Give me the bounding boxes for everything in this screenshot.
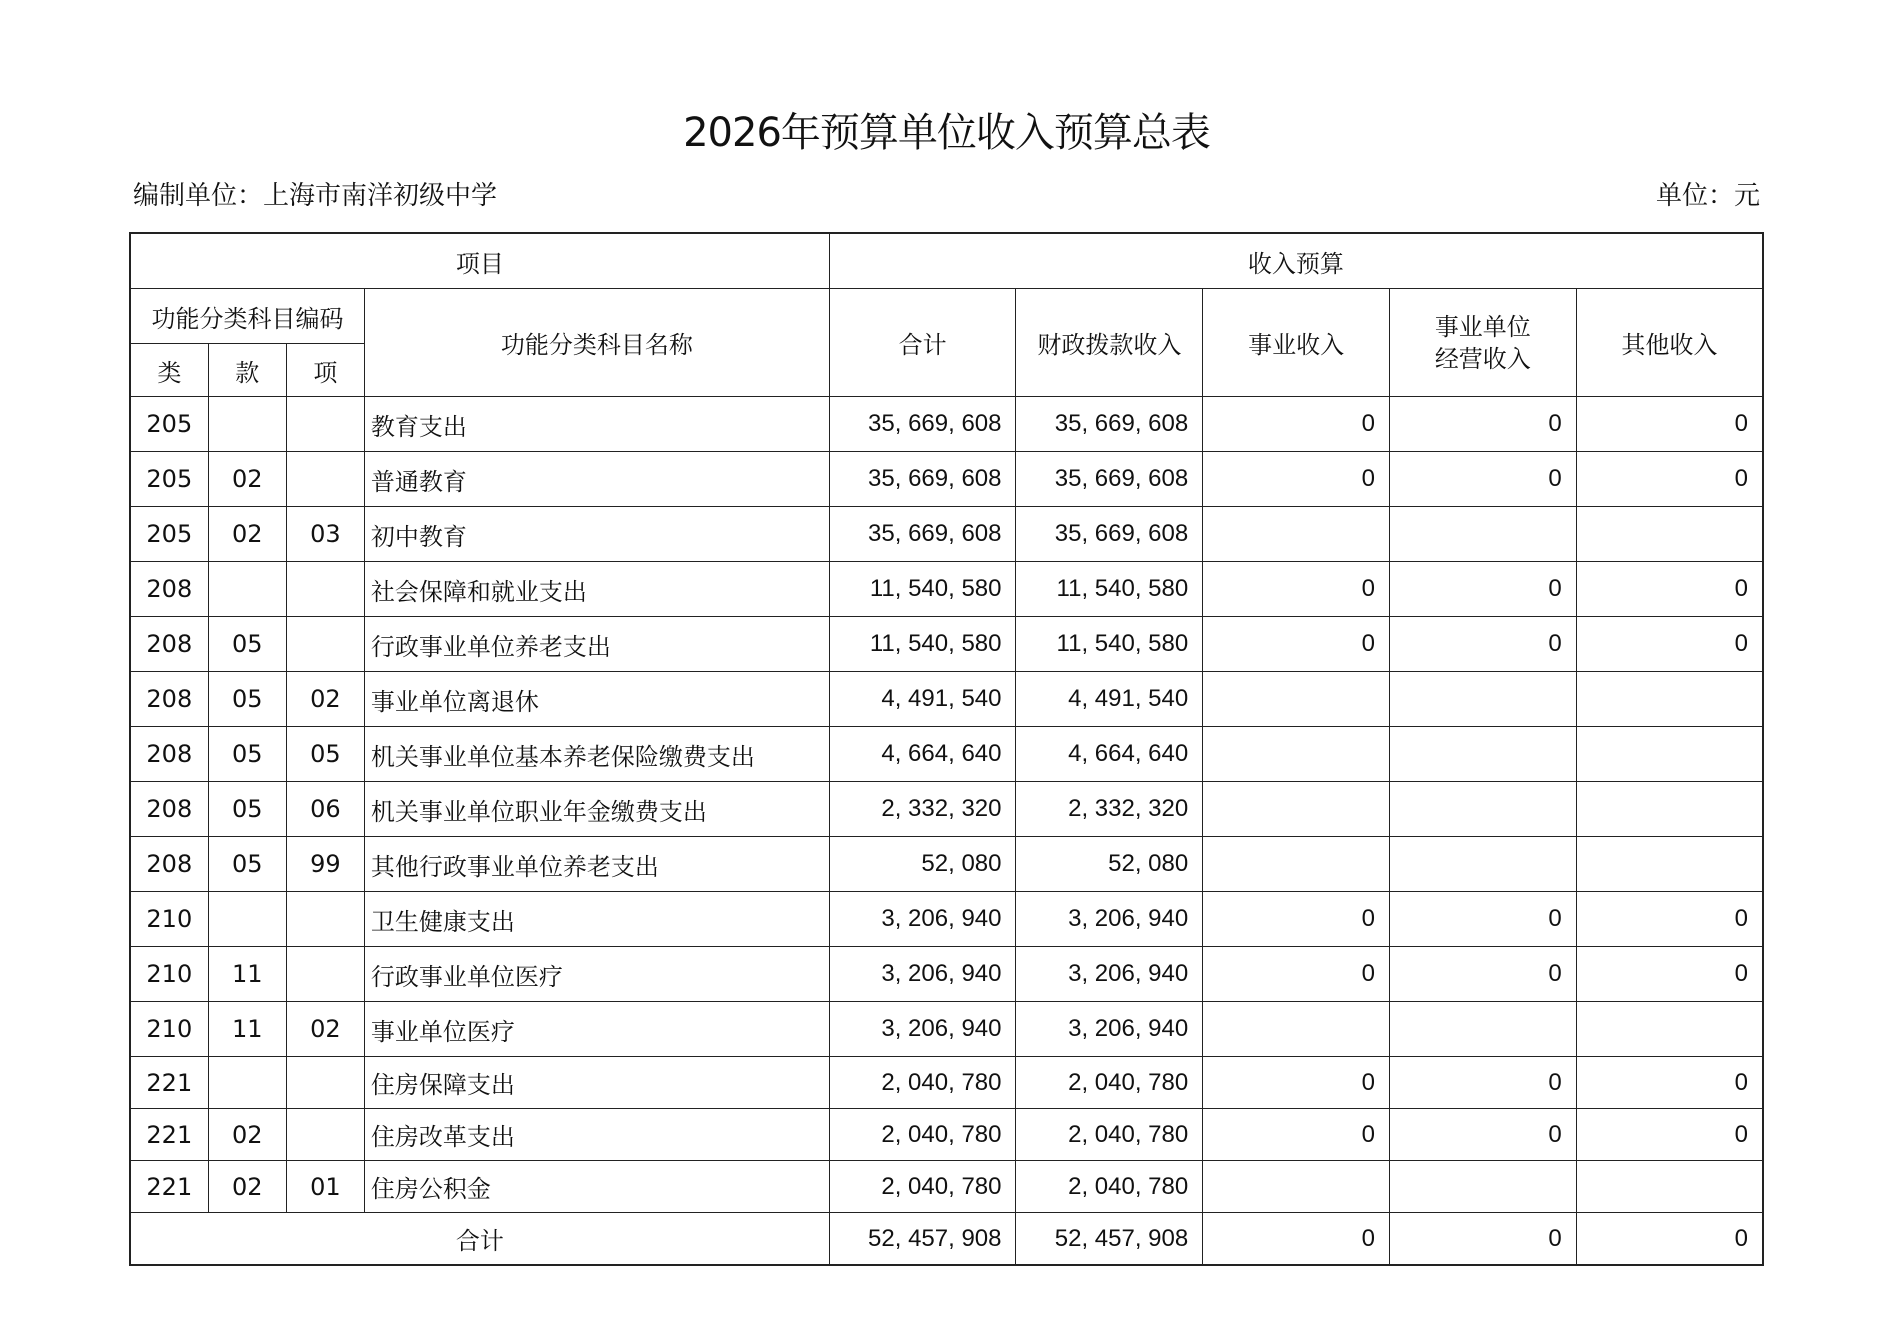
- cell-fiscal: 11, 540, 580: [1016, 562, 1203, 617]
- header-other: 其他收入: [1576, 289, 1763, 397]
- cell-kuan: 02: [208, 507, 286, 562]
- cell-name: 行政事业单位养老支出: [364, 617, 829, 672]
- cell-xiang: [286, 617, 364, 672]
- cell-business: [1203, 727, 1390, 782]
- cell-lei: 208: [130, 782, 208, 837]
- cell-other: [1576, 507, 1763, 562]
- cell-total: 11, 540, 580: [829, 617, 1016, 672]
- cell-fiscal: 2, 040, 780: [1016, 1057, 1203, 1109]
- table-row: [130, 1109, 1763, 1161]
- header-lei: 类: [130, 344, 208, 397]
- header-income-budget: 收入预算: [829, 233, 1763, 289]
- cell-name: 普通教育: [364, 452, 829, 507]
- header-operating: [1389, 289, 1576, 397]
- cell-business: 0: [1203, 452, 1390, 507]
- cell-business: 0: [1203, 1057, 1390, 1109]
- table-body: [130, 397, 1763, 1213]
- cell-name: 住房公积金: [364, 1161, 829, 1213]
- cell-fiscal: 2, 040, 780: [1016, 1109, 1203, 1161]
- cell-business: 0: [1203, 617, 1390, 672]
- cell-name: 事业单位医疗: [364, 1002, 829, 1057]
- header-total: 合计: [829, 289, 1016, 397]
- table-row: [130, 452, 1763, 507]
- cell-fiscal: 2, 332, 320: [1016, 782, 1203, 837]
- cell-lei: 210: [130, 1002, 208, 1057]
- cell-xiang: [286, 562, 364, 617]
- cell-fiscal: 35, 669, 608: [1016, 507, 1203, 562]
- header-item: 项目: [130, 233, 829, 289]
- cell-total: 4, 664, 640: [829, 727, 1016, 782]
- table-row: [130, 1057, 1763, 1109]
- table-row: [130, 507, 1763, 562]
- cell-kuan: [208, 397, 286, 452]
- cell-fiscal: 3, 206, 940: [1016, 947, 1203, 1002]
- cell-lei: 205: [130, 397, 208, 452]
- cell-xiang: [286, 947, 364, 1002]
- cell-other: [1576, 727, 1763, 782]
- cell-other: [1576, 1161, 1763, 1213]
- cell-kuan: 05: [208, 782, 286, 837]
- cell-kuan: 02: [208, 1161, 286, 1213]
- cell-fiscal: 35, 669, 608: [1016, 397, 1203, 452]
- header-fiscal: 财政拨款收入: [1016, 289, 1203, 397]
- totals-total: 52, 457, 908: [829, 1213, 1016, 1266]
- cell-business: 0: [1203, 947, 1390, 1002]
- totals-operating: 0: [1389, 1213, 1576, 1266]
- cell-lei: 208: [130, 617, 208, 672]
- cell-business: [1203, 672, 1390, 727]
- cell-total: 2, 040, 780: [829, 1109, 1016, 1161]
- table-row: [130, 947, 1763, 1002]
- cell-operating: [1389, 782, 1576, 837]
- cell-business: 0: [1203, 892, 1390, 947]
- cell-business: 0: [1203, 562, 1390, 617]
- cell-fiscal: 3, 206, 940: [1016, 1002, 1203, 1057]
- header-xiang: 项: [286, 344, 364, 397]
- cell-fiscal: 35, 669, 608: [1016, 452, 1203, 507]
- cell-name: 住房改革支出: [364, 1109, 829, 1161]
- cell-kuan: 11: [208, 947, 286, 1002]
- cell-name: 机关事业单位职业年金缴费支出: [364, 782, 829, 837]
- cell-business: [1203, 782, 1390, 837]
- table-row: [130, 397, 1763, 452]
- cell-kuan: 05: [208, 837, 286, 892]
- header-kuan: 款: [208, 344, 286, 397]
- cell-xiang: [286, 1109, 364, 1161]
- cell-fiscal: 4, 491, 540: [1016, 672, 1203, 727]
- cell-lei: 205: [130, 452, 208, 507]
- cell-total: 3, 206, 940: [829, 892, 1016, 947]
- cell-business: [1203, 507, 1390, 562]
- cell-fiscal: 3, 206, 940: [1016, 892, 1203, 947]
- cell-business: [1203, 1002, 1390, 1057]
- cell-total: 3, 206, 940: [829, 1002, 1016, 1057]
- cell-total: 2, 040, 780: [829, 1057, 1016, 1109]
- cell-operating: [1389, 1002, 1576, 1057]
- cell-lei: 208: [130, 837, 208, 892]
- cell-kuan: [208, 1057, 286, 1109]
- cell-operating: 0: [1389, 452, 1576, 507]
- cell-total: 2, 040, 780: [829, 1161, 1016, 1213]
- cell-other: 0: [1576, 617, 1763, 672]
- table-row: [130, 1002, 1763, 1057]
- cell-other: [1576, 672, 1763, 727]
- cell-lei: 210: [130, 947, 208, 1002]
- cell-lei: 221: [130, 1057, 208, 1109]
- header-operating-line1: 事业单位: [1434, 312, 1531, 341]
- cell-name: 其他行政事业单位养老支出: [364, 837, 829, 892]
- cell-xiang: [286, 1057, 364, 1109]
- cell-total: 2, 332, 320: [829, 782, 1016, 837]
- cell-name: 卫生健康支出: [364, 892, 829, 947]
- cell-lei: 210: [130, 892, 208, 947]
- cell-lei: 208: [130, 672, 208, 727]
- header-operating-line2: 经营收入: [1434, 344, 1531, 373]
- table-row: [130, 562, 1763, 617]
- unit-label: 单位：元: [1655, 181, 1760, 211]
- table-row: [130, 782, 1763, 837]
- table-row: [130, 727, 1763, 782]
- cell-name: 社会保障和就业支出: [364, 562, 829, 617]
- cell-total: 3, 206, 940: [829, 947, 1016, 1002]
- cell-xiang: 99: [286, 837, 364, 892]
- table-row: [130, 892, 1763, 947]
- cell-xiang: [286, 397, 364, 452]
- cell-operating: 0: [1389, 892, 1576, 947]
- cell-fiscal: 4, 664, 640: [1016, 727, 1203, 782]
- cell-fiscal: 52, 080: [1016, 837, 1203, 892]
- header-func-code: 功能分类科目编码: [130, 289, 364, 344]
- cell-business: 0: [1203, 1109, 1390, 1161]
- cell-kuan: 05: [208, 672, 286, 727]
- cell-kuan: [208, 892, 286, 947]
- cell-operating: [1389, 1161, 1576, 1213]
- cell-total: 52, 080: [829, 837, 1016, 892]
- cell-name: 教育支出: [364, 397, 829, 452]
- header-func-name: 功能分类科目名称: [364, 289, 829, 397]
- cell-xiang: 01: [286, 1161, 364, 1213]
- cell-lei: 221: [130, 1109, 208, 1161]
- cell-total: 11, 540, 580: [829, 562, 1016, 617]
- cell-operating: 0: [1389, 1057, 1576, 1109]
- cell-name: 初中教育: [364, 507, 829, 562]
- cell-kuan: [208, 562, 286, 617]
- totals-fiscal: 52, 457, 908: [1016, 1213, 1203, 1266]
- table-row: [130, 617, 1763, 672]
- cell-name: 机关事业单位基本养老保险缴费支出: [364, 727, 829, 782]
- table-row: [130, 837, 1763, 892]
- totals-label: 合计: [130, 1213, 829, 1266]
- cell-operating: [1389, 837, 1576, 892]
- cell-kuan: 02: [208, 452, 286, 507]
- cell-business: [1203, 1161, 1390, 1213]
- table-row: [130, 1161, 1763, 1213]
- header-business: 事业收入: [1203, 289, 1390, 397]
- cell-xiang: [286, 892, 364, 947]
- cell-other: 0: [1576, 397, 1763, 452]
- cell-business: [1203, 837, 1390, 892]
- cell-fiscal: 2, 040, 780: [1016, 1161, 1203, 1213]
- cell-business: 0: [1203, 397, 1390, 452]
- cell-operating: 0: [1389, 947, 1576, 1002]
- cell-operating: 0: [1389, 617, 1576, 672]
- totals-business: 0: [1203, 1213, 1390, 1266]
- cell-lei: 221: [130, 1161, 208, 1213]
- cell-name: 事业单位离退休: [364, 672, 829, 727]
- cell-xiang: 02: [286, 672, 364, 727]
- cell-xiang: [286, 452, 364, 507]
- cell-other: [1576, 837, 1763, 892]
- cell-other: 0: [1576, 892, 1763, 947]
- cell-other: [1576, 782, 1763, 837]
- cell-other: 0: [1576, 1057, 1763, 1109]
- cell-xiang: 03: [286, 507, 364, 562]
- cell-operating: [1389, 672, 1576, 727]
- cell-fiscal: 11, 540, 580: [1016, 617, 1203, 672]
- cell-lei: 208: [130, 727, 208, 782]
- page-title: 2026年预算单位收入预算总表: [683, 110, 1210, 156]
- cell-kuan: 05: [208, 617, 286, 672]
- cell-lei: 205: [130, 507, 208, 562]
- cell-total: 35, 669, 608: [829, 397, 1016, 452]
- cell-name: 住房保障支出: [364, 1057, 829, 1109]
- cell-other: 0: [1576, 947, 1763, 1002]
- cell-name: 行政事业单位医疗: [364, 947, 829, 1002]
- cell-operating: 0: [1389, 562, 1576, 617]
- cell-total: 35, 669, 608: [829, 507, 1016, 562]
- cell-kuan: 05: [208, 727, 286, 782]
- cell-xiang: 06: [286, 782, 364, 837]
- cell-kuan: 02: [208, 1109, 286, 1161]
- cell-operating: 0: [1389, 397, 1576, 452]
- cell-operating: [1389, 507, 1576, 562]
- cell-total: 35, 669, 608: [829, 452, 1016, 507]
- cell-other: [1576, 1002, 1763, 1057]
- table-row: [130, 672, 1763, 727]
- budget-table: [129, 232, 1764, 1266]
- org-label: 编制单位：上海市南洋初级中学: [133, 181, 498, 211]
- cell-operating: [1389, 727, 1576, 782]
- cell-kuan: 11: [208, 1002, 286, 1057]
- cell-xiang: 02: [286, 1002, 364, 1057]
- cell-xiang: 05: [286, 727, 364, 782]
- cell-total: 4, 491, 540: [829, 672, 1016, 727]
- cell-other: 0: [1576, 1109, 1763, 1161]
- cell-lei: 208: [130, 562, 208, 617]
- cell-operating: 0: [1389, 1109, 1576, 1161]
- cell-other: 0: [1576, 562, 1763, 617]
- totals-other: 0: [1576, 1213, 1763, 1266]
- totals-row: [130, 1213, 1763, 1266]
- cell-other: 0: [1576, 452, 1763, 507]
